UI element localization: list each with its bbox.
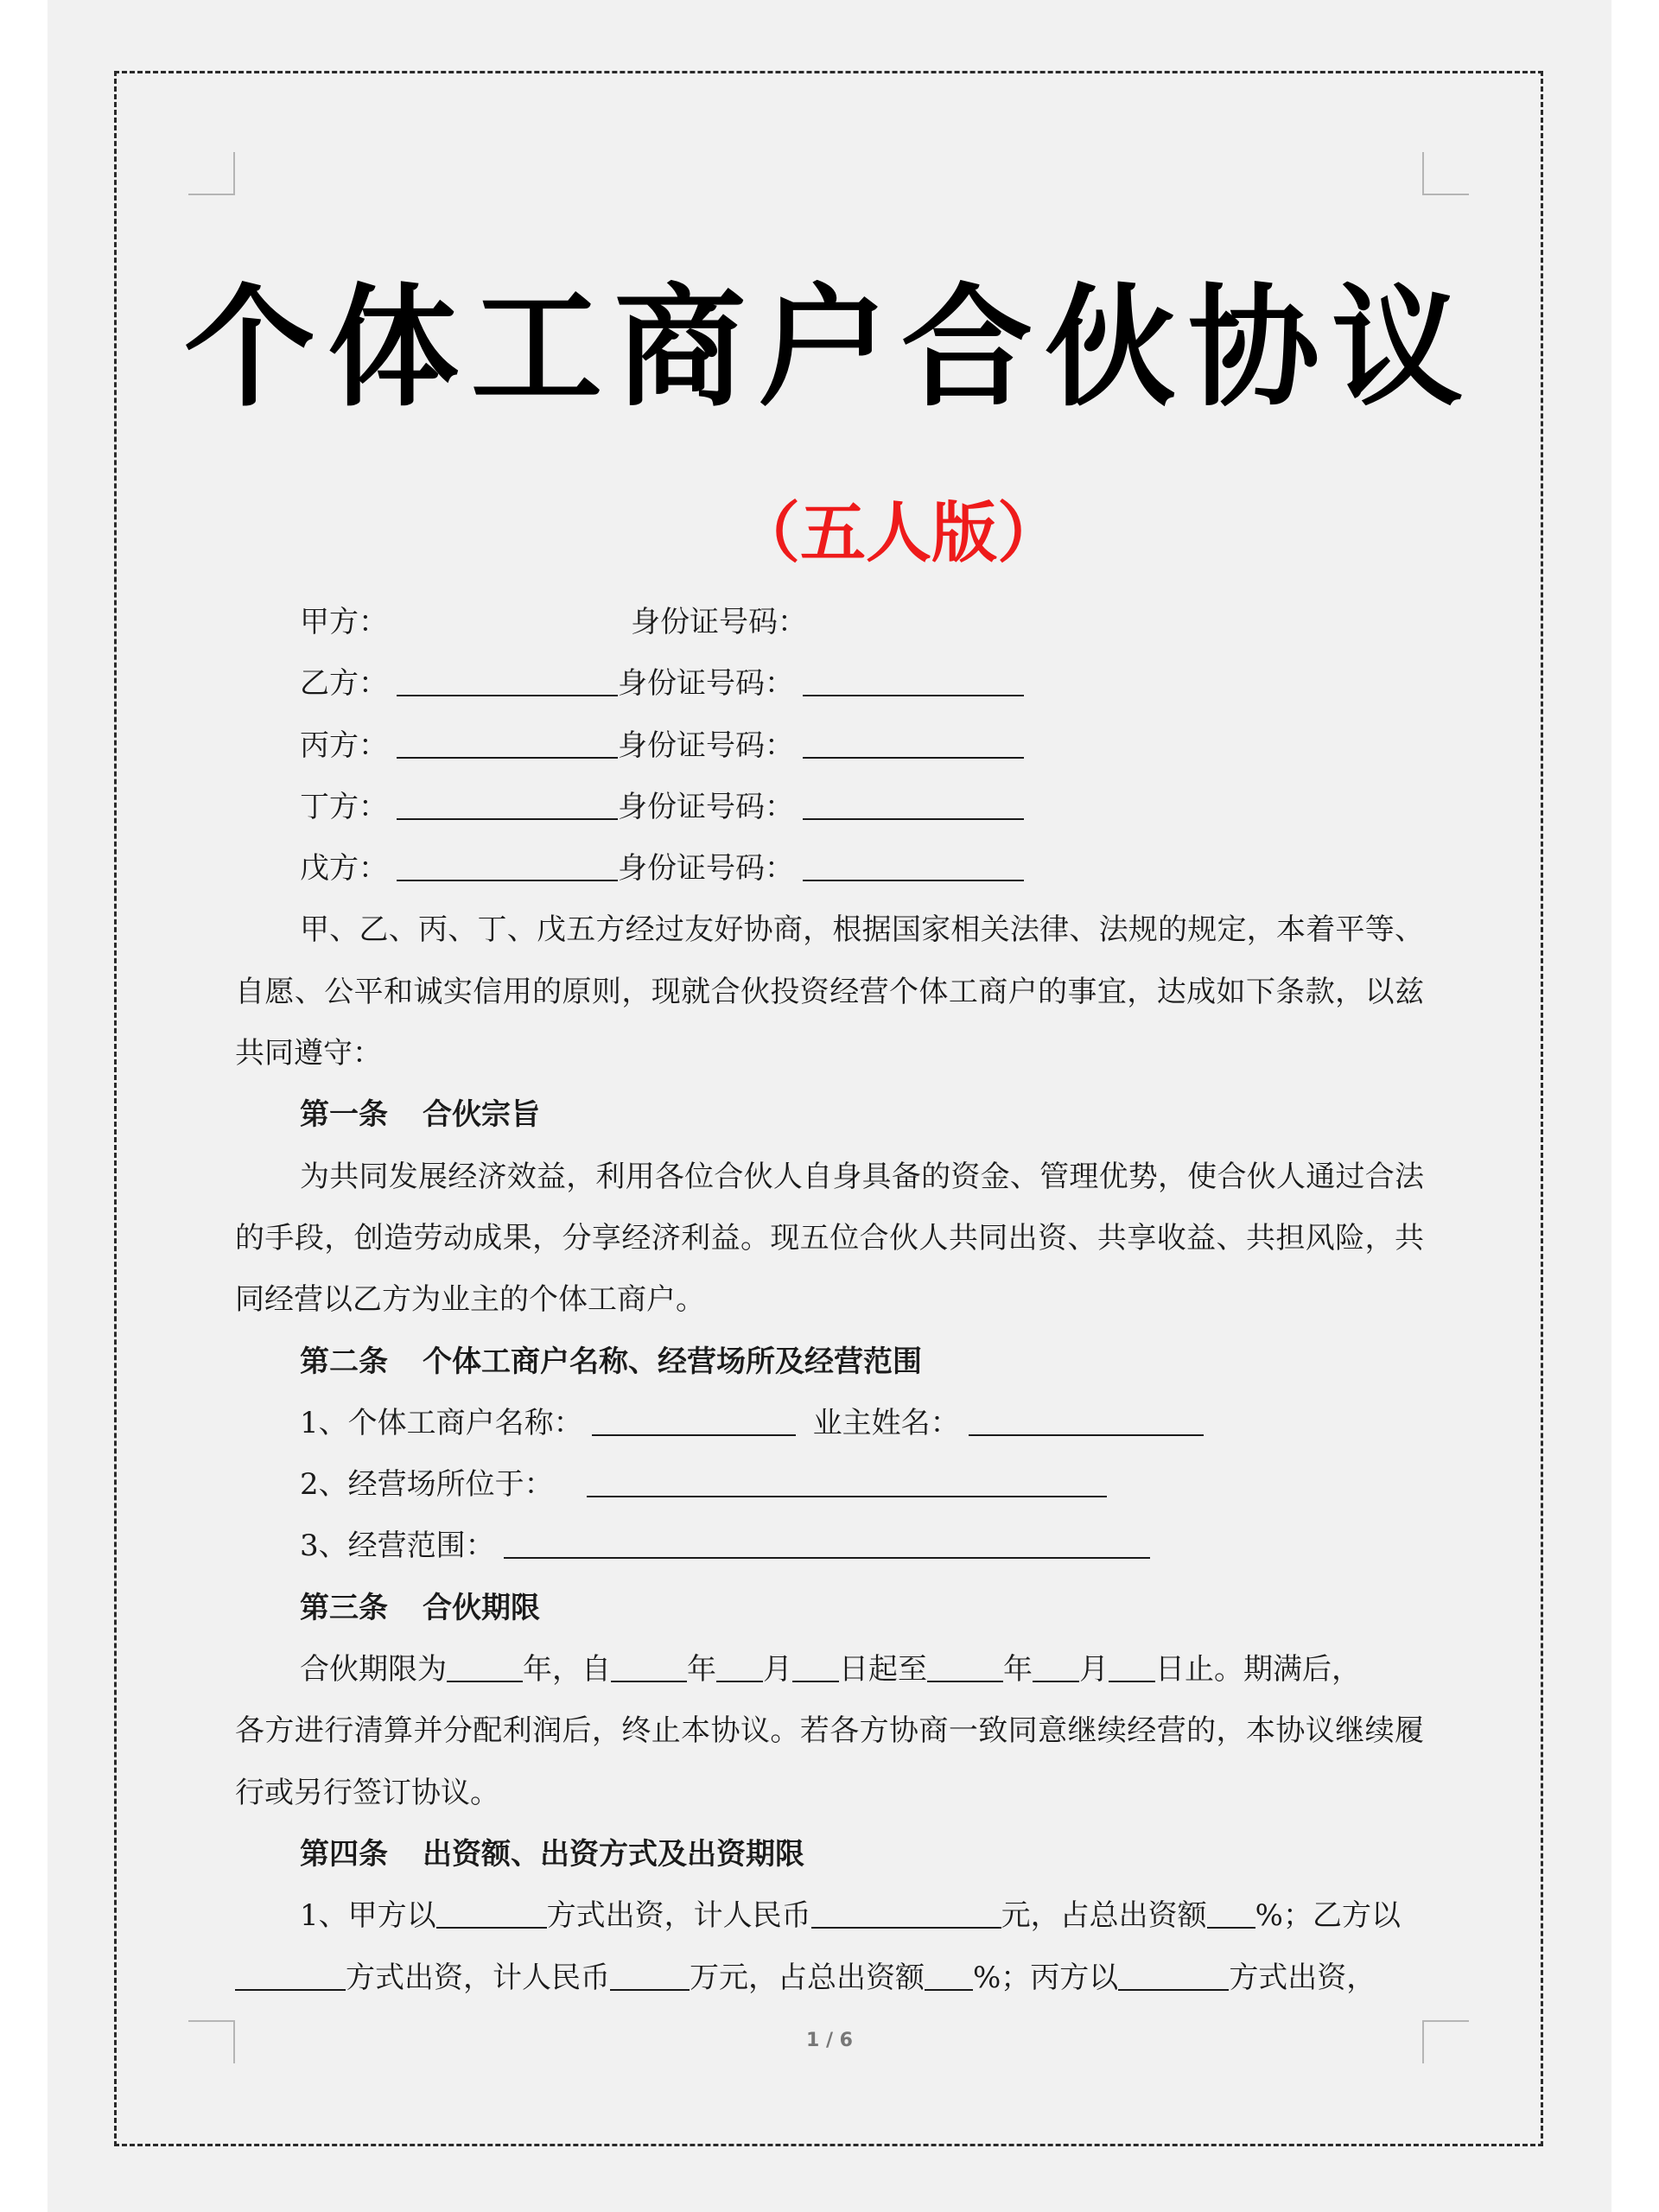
term-years-blank[interactable] <box>447 1651 523 1682</box>
article-3-heading: 第三条 合伙期限 <box>300 1590 540 1625</box>
id-blank[interactable] <box>803 789 1024 820</box>
end-month-blank[interactable] <box>1033 1651 1079 1682</box>
business-scope-line: 3、经营范围： <box>235 1516 1424 1577</box>
id-blank[interactable] <box>803 728 1024 759</box>
end-year-blank[interactable] <box>927 1651 1003 1682</box>
scope-blank[interactable] <box>504 1528 1150 1559</box>
article-1-heading: 第一条 合伙宗旨 <box>300 1097 540 1133</box>
business-name-blank[interactable] <box>592 1405 796 1436</box>
owner-name-blank[interactable] <box>969 1405 1204 1436</box>
id-label: 身份证号码： <box>618 851 794 887</box>
id-label: 身份证号码： <box>618 666 794 702</box>
term-text: 各方进行清算并分配利润后，终止本协议。若各方协商一致同意继续经营的，本协议继续履行或另行签订协议。 <box>235 1713 1424 1810</box>
document-subtitle: （五人版） <box>734 494 1063 571</box>
percent-blank[interactable] <box>1207 1897 1255 1929</box>
id-label: 身份证号码： <box>618 789 794 824</box>
name-blank[interactable] <box>397 850 618 881</box>
party-label: 甲方： <box>300 605 388 639</box>
id-blank[interactable] <box>803 665 1024 696</box>
name-blank[interactable] <box>397 665 618 696</box>
intro-paragraph: 甲、乙、丙、丁、戊五方经过友好协商，根据国家相关法律、法规的规定，本着平等、自愿、公平和诚实信用的原则，现就合伙投资经营个体工商户的事宜，达成如下条款，以兹共同遵守： <box>235 912 1424 1071</box>
name-blank[interactable] <box>397 789 618 820</box>
business-name-line: 1、个体工商户名称： 业主姓名： <box>235 1393 1424 1454</box>
article-4-heading: 第四条 出资额、出资方式及出资期限 <box>300 1836 804 1872</box>
id-label: 身份证号码： <box>618 728 794 763</box>
percent-blank[interactable] <box>925 1960 973 1991</box>
start-year-blank[interactable] <box>611 1651 687 1682</box>
party-line-d <box>235 777 1424 838</box>
amount-blank[interactable] <box>811 1897 1001 1929</box>
party-label: 戊方： <box>300 851 388 887</box>
location-blank[interactable] <box>587 1466 1107 1497</box>
party-line-e <box>235 838 1424 899</box>
amount-blank[interactable] <box>610 1960 690 1991</box>
id-blank[interactable] <box>803 850 1024 881</box>
method-blank[interactable] <box>436 1897 547 1929</box>
start-month-blank[interactable] <box>716 1651 763 1682</box>
method-blank[interactable] <box>1118 1960 1229 1991</box>
article-2-heading: 第二条 个体工商户名称、经营场所及经营范围 <box>300 1344 922 1379</box>
id-label: 身份证号码： <box>631 605 807 639</box>
term-line: 合伙期限为 年，自 年 月 日起至 年 月 日止。期满后， <box>300 1652 1361 1688</box>
start-day-blank[interactable] <box>792 1651 839 1682</box>
business-location-line: 2、经营场所位于： <box>235 1454 1424 1516</box>
document-body <box>235 592 1424 2009</box>
document-title: 个体工商户合伙协议 <box>184 271 1475 424</box>
end-day-blank[interactable] <box>1109 1651 1155 1682</box>
party-line-b <box>235 653 1424 715</box>
party-label: 丙方： <box>300 728 388 763</box>
contribution-line-1: 1、甲方以 方式出资，计人民币 元，占总出资额 %；乙方以 <box>300 1898 1401 1934</box>
party-label: 乙方： <box>300 666 388 702</box>
party-line-a <box>235 592 1424 653</box>
crop-mark-top-left <box>188 152 235 195</box>
party-line-c <box>235 715 1424 777</box>
contribution-line-2: 方式出资，计人民币 万元，占总出资额 %；丙方以 方式出资， <box>235 1948 1424 2009</box>
crop-mark-top-right <box>1422 152 1469 195</box>
party-label: 丁方： <box>300 789 388 824</box>
page-number: 1 / 6 <box>806 2030 853 2051</box>
method-blank[interactable] <box>235 1960 346 1991</box>
name-blank[interactable] <box>397 728 618 759</box>
article-1-text: 为共同发展经济效益，利用各位合伙人自身具备的资金、管理优势，使合伙人通过合法的手段，创造劳动成果，分享经济利益。现五位合伙人共同出资、共享收益、共担风险，共同经营以乙方为业主的个体工商户。 <box>235 1159 1424 1318</box>
